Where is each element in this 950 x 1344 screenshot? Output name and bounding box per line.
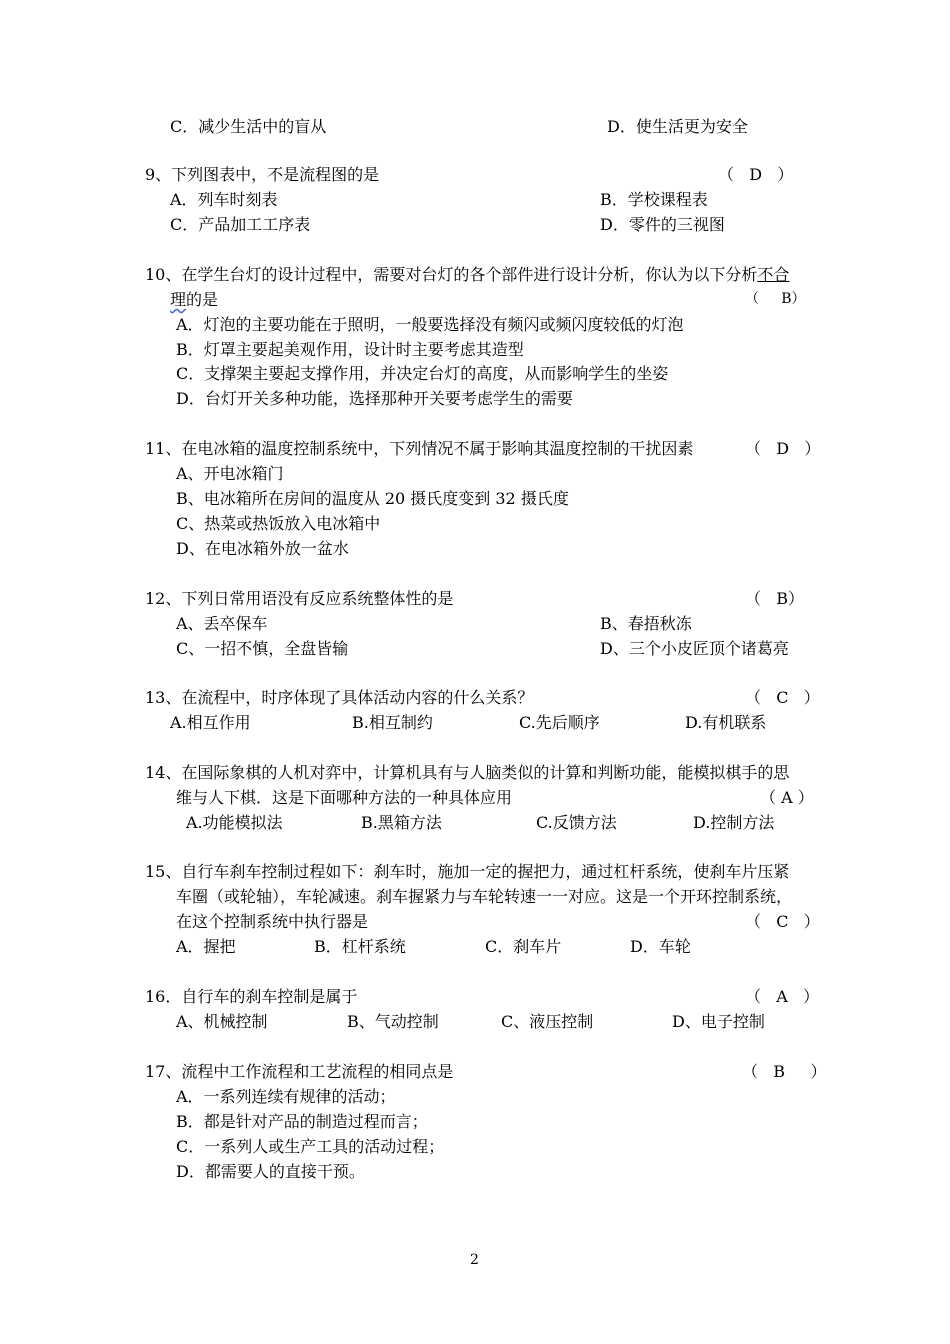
q10-option-d: D．台灯开关多种功能，选择那种开关要考虑学生的需要 [176,389,573,408]
q12-option-d: D、三个小皮匠顶个诸葛亮 [600,639,789,658]
q10-stem-wavy: 理 [170,290,187,309]
q16-option-b: B、气动控制 [347,1012,439,1031]
q15-stem-line1: 15、自行车刹车控制过程如下：刹车时，施加一定的握把力，通过杠杆系统，使刹车片压紧 [145,862,790,881]
q10-option-a: A．灯泡的主要功能在于照明，一般要选择没有频闪或频闪度较低的灯泡 [176,315,684,334]
q14-option-a: A.功能模拟法 [186,813,283,832]
q15-option-c: C．刹车片 [485,937,562,956]
q8-option-c: C．减少生活中的盲从 [170,117,327,136]
q12-stem: 12、下列日常用语没有反应系统整体性的是 [145,589,454,608]
q17-answer: （ B ） [742,1062,827,1081]
page-number: 2 [470,1252,479,1268]
q12-option-a: A、丢卒保车 [176,614,268,633]
q12-answer: （ B） [745,589,805,608]
q17-option-c: C．一系列人或生产工具的活动过程； [176,1137,445,1156]
q15-option-d: D．车轮 [630,937,691,956]
q14-option-d: D.控制方法 [693,813,775,832]
q14-answer: （ A ） [760,788,814,807]
q10-stem-underlined: 不合 [757,265,790,284]
q10-stem-text: 10、在学生台灯的设计过程中，需要对台灯的各个部件进行设计分析，你认为以下分析 [145,265,758,284]
q14-stem-line1: 14、在国际象棋的人机对弈中，计算机具有与人脑类似的计算和判断功能，能模拟棋手的思 [145,763,790,782]
q13-option-d: D.有机联系 [685,713,767,732]
q17-option-d: D．都需要人的直接干预。 [176,1162,365,1181]
q9-option-d: D．零件的三视图 [600,215,725,234]
q9-option-c: C．产品加工工序表 [170,215,311,234]
q10-stem-line1 [145,262,789,287]
q11-option-c: C、热菜或热饭放入电冰箱中 [176,514,381,533]
q11-stem: 11、在电冰箱的温度控制系统中，下列情况不属于影响其温度控制的干扰因素 [145,439,694,458]
q15-answer: （ C ） [745,912,820,931]
q15-option-b: B．杠杆系统 [314,937,406,956]
q10-option-b: B．灯罩主要起美观作用，设计时主要考虑其造型 [176,340,524,359]
q16-stem: 16．自行车的刹车控制是属于 [145,987,358,1006]
q11-option-a: A、开电冰箱门 [176,464,284,483]
q13-option-a: A.相互作用 [170,713,251,732]
q13-option-b: B.相互制约 [352,713,433,732]
q16-answer: （ A ） [745,987,820,1006]
q17-stem: 17、流程中工作流程和工艺流程的相同点是 [145,1062,454,1081]
q13-stem: 13、在流程中，时序体现了具体活动内容的什么关系？ [145,688,534,707]
q13-option-c: C.先后顺序 [519,713,600,732]
q10-answer: （ B） [745,291,806,307]
q14-stem-line2: 维与人下棋．这是下面哪种方法的一种具体应用 [176,788,513,807]
q15-option-a: A．握把 [176,937,236,956]
q16-option-d: D、电子控制 [672,1012,765,1031]
q13-answer: （ C ） [745,688,820,707]
q10-stem-line2 [170,287,218,312]
q12-option-c: C、一招不慎，全盘皆输 [176,639,349,658]
q9-option-a: A．列车时刻表 [170,190,278,209]
q14-option-c: C.反馈方法 [536,813,617,832]
q17-option-a: A．一系列连续有规律的活动； [176,1087,396,1106]
q11-option-b: B、电冰箱所在房间的温度从 20 摄氏度变到 32 摄氏度 [176,489,569,508]
q14-option-b: B.黑箱方法 [361,813,442,832]
q15-stem-line2: 车圈（或轮轴），车轮减速。刹车握紧力与车轮转速一一对应。这是一个开环控制系统， [176,887,793,906]
q11-option-d: D、在电冰箱外放一盆水 [176,539,349,558]
q16-option-a: A、机械控制 [176,1012,268,1031]
q9-option-b: B．学校课程表 [600,190,708,209]
q9-stem: 9、下列图表中，不是流程图的是 [145,165,380,184]
q10-option-c: C．支撑架主要起支撑作用，并决定台灯的高度，从而影响学生的坐姿 [176,364,669,383]
q8-option-d: D．使生活更为安全 [607,117,748,136]
q9-answer: （ D ） [718,165,794,184]
q10-stem-rest: 的是 [186,290,219,309]
q16-option-c: C、液压控制 [501,1012,594,1031]
q11-answer: （ D ） [745,439,821,458]
q17-option-b: B．都是针对产品的制造过程而言； [176,1112,428,1131]
q15-stem-line3: 在这个控制系统中执行器是 [176,912,369,931]
q12-option-b: B、春捂秋冻 [600,614,692,633]
